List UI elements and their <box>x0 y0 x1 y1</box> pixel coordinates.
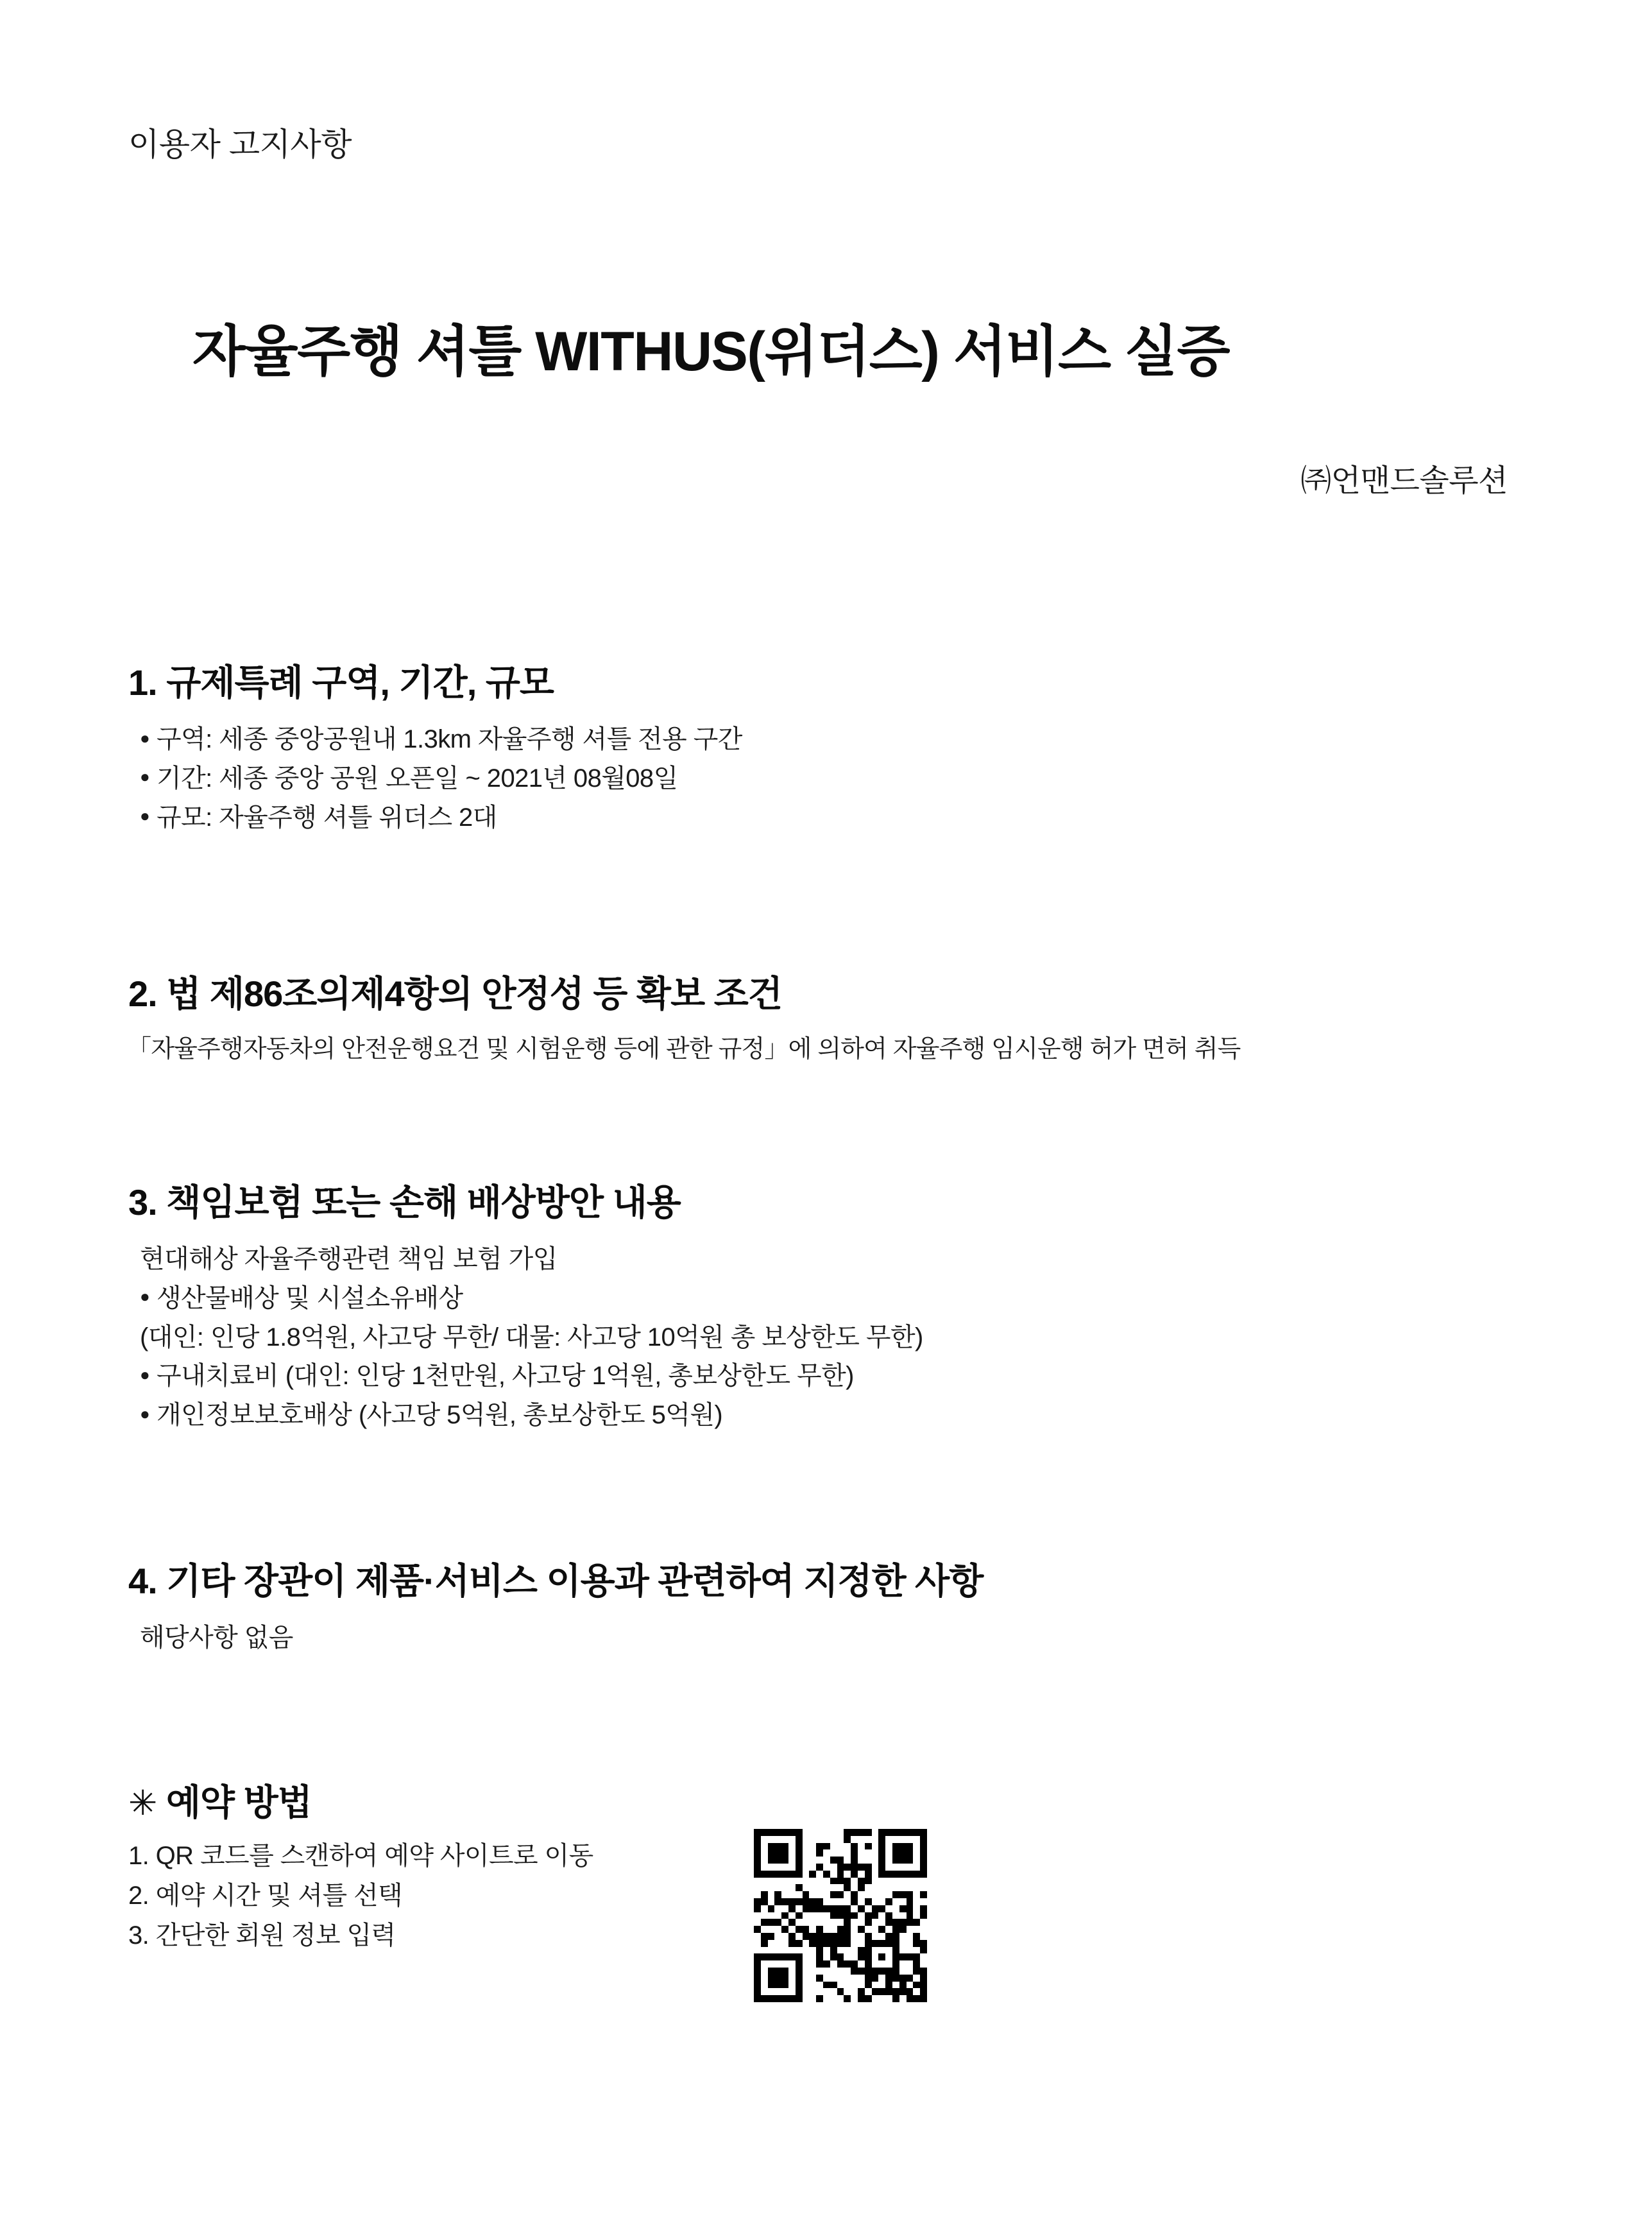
section-3-intro: 현대해상 자율주행관련 책임 보험 가입 <box>140 1245 558 1273</box>
section-3-item-text: 구내치료비 (대인: 인당 1천만원, 사고당 1억원, 총보상한도 무한) <box>157 1362 854 1391</box>
reservation-heading-text: 예약 방법 <box>166 1782 312 1823</box>
section-3-item <box>128 1357 1540 1396</box>
section-1-item-text: 기간: 세종 중앙 공원 오픈일 ~ 2021년 08월08일 <box>157 764 678 793</box>
section-other-conditions <box>128 1553 1540 1658</box>
section-1-item-text: 구역: 세종 중앙공원내 1.3km 자율주행 셔틀 전용 구간 <box>157 725 742 753</box>
bullet-icon: ● <box>140 1287 150 1307</box>
section-3-item <box>128 1279 1540 1318</box>
section-2-body: 「자율주행자동차의 안전운행요건 및 시험운행 등에 관한 규정」에 의하여 자율주행 임시운행 허가 면허 취득 <box>127 1036 1241 1063</box>
reservation-step: 1. QR 코드를 스캔하여 예약 사이트로 이동 <box>128 1842 593 1870</box>
section-1-item <box>128 759 1540 798</box>
section-3-item-text: 개인정보보호배상 (사고당 5억원, 총보상한도 5억원) <box>157 1401 723 1430</box>
section-safety-conditions <box>128 966 1540 1068</box>
section-3-heading: 3. 책임보험 또는 손해 배상방안 내용 <box>128 1182 681 1222</box>
reservation-heading <box>128 1774 1540 1826</box>
section-liability-insurance <box>128 1174 1540 1435</box>
qr-code[interactable] <box>754 1829 927 2002</box>
section-4-heading: 4. 기타 장관이 제품·서비스 이용과 관련하여 지정한 사항 <box>128 1561 984 1601</box>
bullet-icon: ● <box>140 1403 150 1423</box>
section-2-heading: 2. 법 제86조의제4항의 안정성 등 확보 조건 <box>128 973 782 1014</box>
asterisk-icon: ✳ <box>128 1784 157 1823</box>
bullet-icon: ● <box>140 1365 150 1385</box>
section-4-body: 해당사항 없음 <box>140 1624 293 1652</box>
page-title: 자율주행 셔틀 WITHUS(위더스) 서비스 실증 <box>192 320 1230 382</box>
section-1-item <box>128 798 1540 837</box>
bullet-icon: ● <box>140 767 150 787</box>
bullet-icon: ● <box>140 728 150 748</box>
section-regulatory-scope <box>128 655 1540 837</box>
section-3-item <box>128 1396 1540 1435</box>
section-3-item-text: 생산물배상 및 시설소유배상 <box>157 1283 463 1312</box>
bullet-icon: ● <box>140 806 150 826</box>
section-1-heading: 1. 규제특례 구역, 기간, 규모 <box>128 662 554 703</box>
section-3-note: (대인: 인당 1.8억원, 사고당 무한/ 대물: 사고당 10억원 총 보상한도 무한) <box>140 1323 923 1351</box>
company-name: ㈜언맨드솔루션 <box>1300 464 1508 498</box>
qr-code-matrix <box>754 1829 927 2002</box>
reservation-step: 2. 예약 시간 및 셔틀 선택 <box>128 1882 403 1910</box>
reservation-step: 3. 간단한 회원 정보 입력 <box>128 1921 396 1950</box>
section-1-item <box>128 720 1540 759</box>
document-eyebrow: 이용자 고지사항 <box>128 126 352 162</box>
section-1-item-text: 규모: 자율주행 셔틀 위더스 2대 <box>157 803 497 832</box>
